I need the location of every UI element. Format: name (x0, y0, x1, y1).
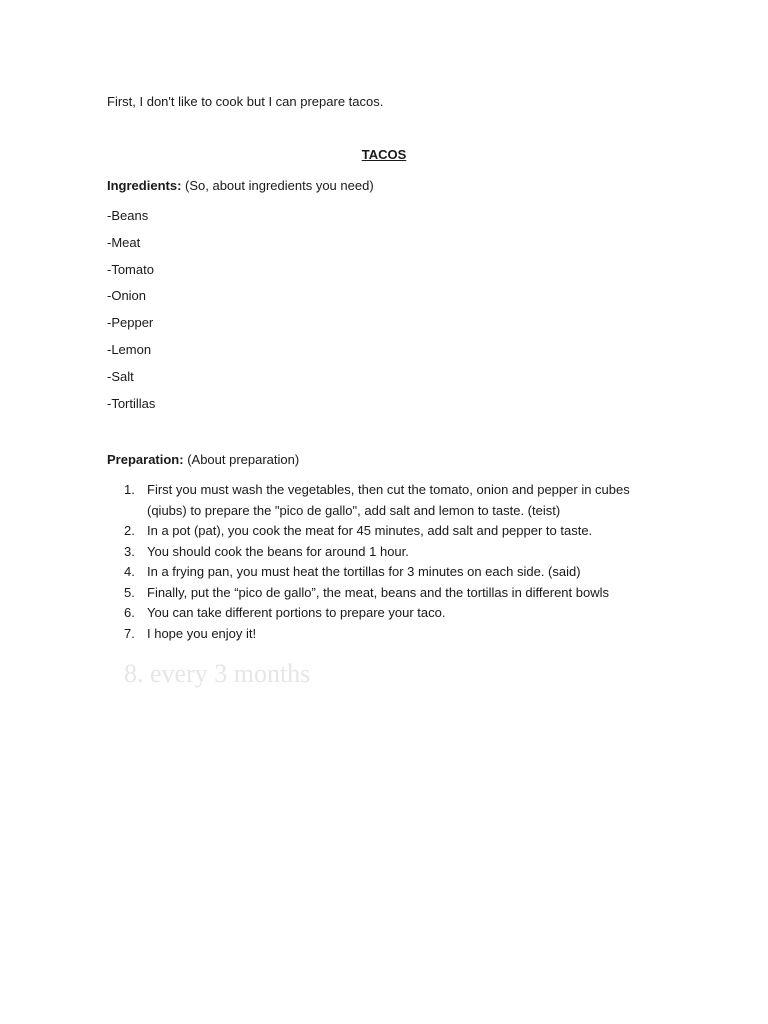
step-text: In a frying pan, you must heat the tortillas for 3 minutes on each side. (said) (147, 564, 581, 579)
step-text: You can take different portions to prepare your taco. (147, 605, 446, 620)
ingredients-label: Ingredients: (107, 178, 182, 193)
step-number: 2. (124, 523, 135, 538)
step-item (107, 542, 667, 563)
intro-text: First, I don't like to cook but I can prepare tacos. (107, 94, 384, 109)
ingredient-item: -Meat (107, 234, 141, 250)
ingredient-item: -Salt (107, 368, 134, 384)
ingredient-item: -Tortillas (107, 395, 156, 411)
step-item (107, 603, 667, 624)
step-number: 7. (124, 625, 135, 641)
step-text: First you must wash the vegetables, then cut the tomato, onion and pepper in cubes (qiubs) to prepare the "pico de gallo", add salt and lemon to taste. (teist) (147, 482, 630, 518)
step-text: In a pot (pat), you cook the meat for 45 minutes, add salt and pepper to taste. (147, 523, 593, 538)
preparation-label: Preparation: (107, 452, 184, 467)
step-number: 5. (124, 584, 135, 600)
step-number: 1. (124, 482, 135, 497)
step-text: Finally, put the “pico de gallo”, the meat, beans and the tortillas in different bowls (147, 584, 610, 600)
recipe-title: TACOS (361, 147, 407, 162)
preparation-steps (107, 480, 667, 644)
step-text: I hope you enjoy it! (147, 625, 257, 641)
preparation-note: (About preparation) (183, 452, 300, 467)
ingredients-note: (So, about ingredients you need) (181, 178, 374, 193)
step-number: 6. (124, 605, 135, 620)
step-item (107, 562, 667, 583)
step-number: 4. (124, 564, 135, 579)
ingredient-item: -Tomato (107, 261, 154, 277)
step-item (107, 480, 667, 521)
ingredient-item: -Lemon (107, 341, 152, 357)
step-text: You should cook the beans for around 1 hour. (147, 543, 409, 559)
ingredients-list (107, 207, 155, 421)
ingredients-heading (107, 177, 374, 195)
step-item (107, 521, 667, 542)
ingredient-item: -Onion (107, 288, 147, 304)
ingredient-item: -Beans (107, 208, 149, 223)
faded-note: 8. every 3 months (124, 659, 311, 688)
step-number: 3. (124, 543, 135, 559)
step-item (107, 624, 667, 645)
preparation-heading (107, 451, 299, 469)
step-item (107, 583, 667, 604)
ingredient-item: -Pepper (107, 315, 154, 331)
